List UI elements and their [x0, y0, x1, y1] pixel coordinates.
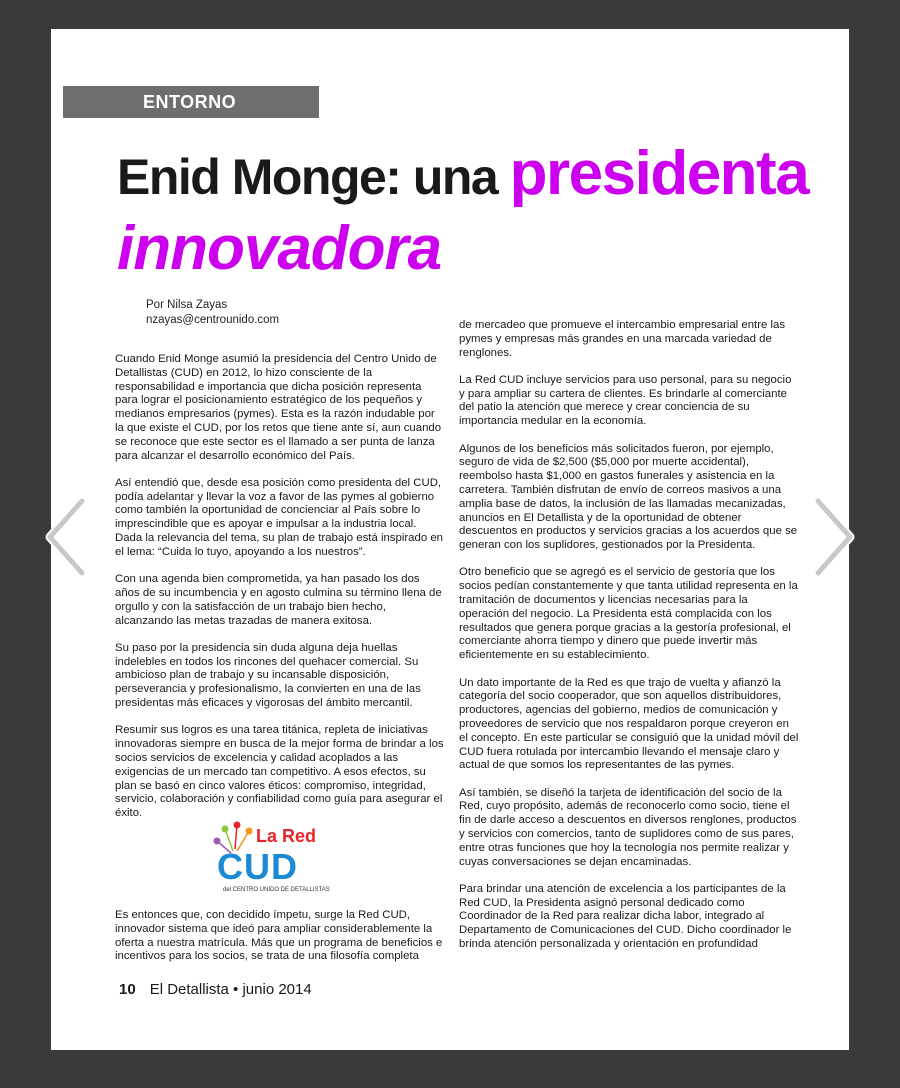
paragraph: Así entendió que, desde esa posición como presidenta del CUD, podía adelantar y llevar la voz a favor de las pymes al gobierno como también la oportunidad de concienciar al País sobre lo imprescindible que es apoyar e impulsar a la industria local. Dada la relevancia del tema, su plan de trabajo está inspirado en el lema: “Cuida lo tuyo, apoyando a los nuestros”.: [115, 476, 444, 558]
logo-tagline: del CENTRO UNIDO DE DETALLISTAS: [223, 887, 330, 893]
paragraph: Algunos de los beneficios más solicitados fueron, por ejemplo, seguro de vida de $2,500 ($5,000 por muerte accidental), reembolso hasta $1,000 en gastos funerales y asistencia en la carretera. También disfrutan de envío de correos masivos a una amplia base de datos, la inclusión de las llamadas mecanizadas, anuncios en El Detallista y de la oportunidad de obtener descuentos en productos y servicios gracias a los acuerdos que se generan con los suplidores, gestionados por la Presidenta.: [459, 442, 798, 552]
publication-date: El Detallista • junio 2014: [149, 981, 312, 998]
right-column: [459, 319, 799, 965]
paragraph: Para brindar una atención de excelencia a los participantes de la Red CUD, la Presidenta asignó personal dedicado como Coordinador de la Red para realizar dicha labor, integrado al Departamento de Comunicaciones del CUD. Dicho coordinador le brinda atención personalizada y orientación en profundidad: [459, 882, 792, 951]
next-page-button[interactable]: [812, 497, 856, 577]
logo-main-text: CUD: [217, 846, 298, 887]
headline-part2: presidenta: [509, 139, 809, 208]
chevron-right-icon: [812, 497, 856, 577]
chevron-left-icon: [44, 497, 88, 577]
paragraph: Así también, se diseñó la tarjeta de identificación del socio de la Red, cuyo propósito, además de reconocerlo como socio, tiene el fin de darle acceso a descuentos en diversos renglones, productos y servicios con comercios, tanto de suplidores como de sus pares, entre otras funciones que hoy la tecnología nos permite realizar y cuyas conversaciones se dejan encaminadas.: [459, 786, 797, 868]
section-label: ENTORNO: [143, 92, 237, 112]
page-number: 10: [119, 981, 136, 998]
la-red-cud-logo: [211, 819, 341, 899]
section-tab: [63, 86, 319, 118]
paragraph: Resumir sus logros es una tarea titánica, repleta de iniciativas innovadoras siempre en busca de la mejor forma de brindar a los socios servicios de excelencia y calidad acoplados a las exigencias de un mercado tan competitivo. A esos efectos, su plan se basó en cinco valores éticos: compromiso, integridad, servicio, colaboración y confiabilidad como guía para asegurar el éxito.: [115, 724, 444, 820]
headline: [117, 141, 837, 291]
headline-part1: Enid Monge: una: [117, 149, 510, 205]
paragraph: Es entonces que, con decidido ímpetu, surge la Red CUD, innovador sistema que ideó para ampliar considerablemente la oferta a nuestra matrícula. Más que un programa de beneficios e incentivos para los socios, se trata de una filosofía completa: [115, 909, 443, 963]
paragraph: de mercadeo que promueve el intercambio empresarial entre las pymes y empresas más grandes en una marcada variedad de renglones.: [459, 319, 786, 359]
magazine-page: [51, 29, 849, 1050]
paragraph: Otro beneficio que se agregó es el servicio de gestoría que los socios pedían constantemente y que tanta utilidad representa en la tramitación de documentos y licencias necesarias para la operación del negocio. La Presidenta está complacida con los resultados que genera porque gracias a la gestoría profesional, el comerciante ahorra tiempo y dinero que puede invertir más eficientemente en su establecimiento.: [459, 566, 798, 662]
paragraph: Con una agenda bien comprometida, ya han pasado los dos años de su incumbencia y en agosto culmina su término llena de orgullo y con la satisfacción de un trabajo bien hecho, alcanzando las metas trazadas de manera exitosa.: [115, 573, 442, 627]
left-column-bottom: [115, 909, 445, 978]
paragraph: La Red CUD incluye servicios para uso personal, para su negocio y para ampliar su cartera de clientes. Es brindarle al comerciante del patio la atención que merece y crear conciencia de su importancia medular en la economía.: [459, 373, 792, 428]
left-column: [115, 353, 445, 834]
byline-email: nzayas@centrounido.com: [146, 314, 280, 326]
paragraph: Un dato importante de la Red es que trajo de vuelta y afianzó la categoría del socio cooperador, que son aquellos distribuidores, productores, agencias del gobierno, medios de comunicación y proveedores de servicio que nos respaldaron porque creyeron en el concepto. En este particular se consiguió que la unidad móvil del CUD fuera rotulada por intercambio llevando el mensaje claro y actual de que somos los representantes de las pymes.: [459, 676, 799, 772]
previous-page-button[interactable]: [44, 497, 88, 577]
byline-author: Por Nilsa Zayas: [146, 299, 228, 311]
logo-top-text: La Red: [256, 826, 317, 846]
page-folio: [119, 981, 312, 998]
logo-graphic: [211, 819, 341, 899]
byline: [146, 298, 279, 328]
paragraph: Cuando Enid Monge asumió la presidencia del Centro Unido de Detallistas (CUD) en 2012, lo hizo consciente de la responsabilidad e importancia que dicha posición representa para lograr el posicionamiento estratégico de los pequeños y medianos empresarios (pymes). Esta es la razón indudable por la que existe el CUD, por los retos que tiene ante sí, aun cuando se reconoce que este sector es el llamado a ser punta de lanza para alcanzar el desarrollo económico del País.: [115, 353, 442, 462]
headline-part3: innovadora: [117, 214, 442, 283]
paragraph: Su paso por la presidencia sin duda alguna deja huellas indelebles en todos los rincones del quehacer comercial. Su ambicioso plan de trabajo y su incansable disposición, perseverancia y profesionalismo, la convierten en una de las presidentas más eficaces y vigorosas del ámbito mercantil.: [115, 641, 421, 710]
